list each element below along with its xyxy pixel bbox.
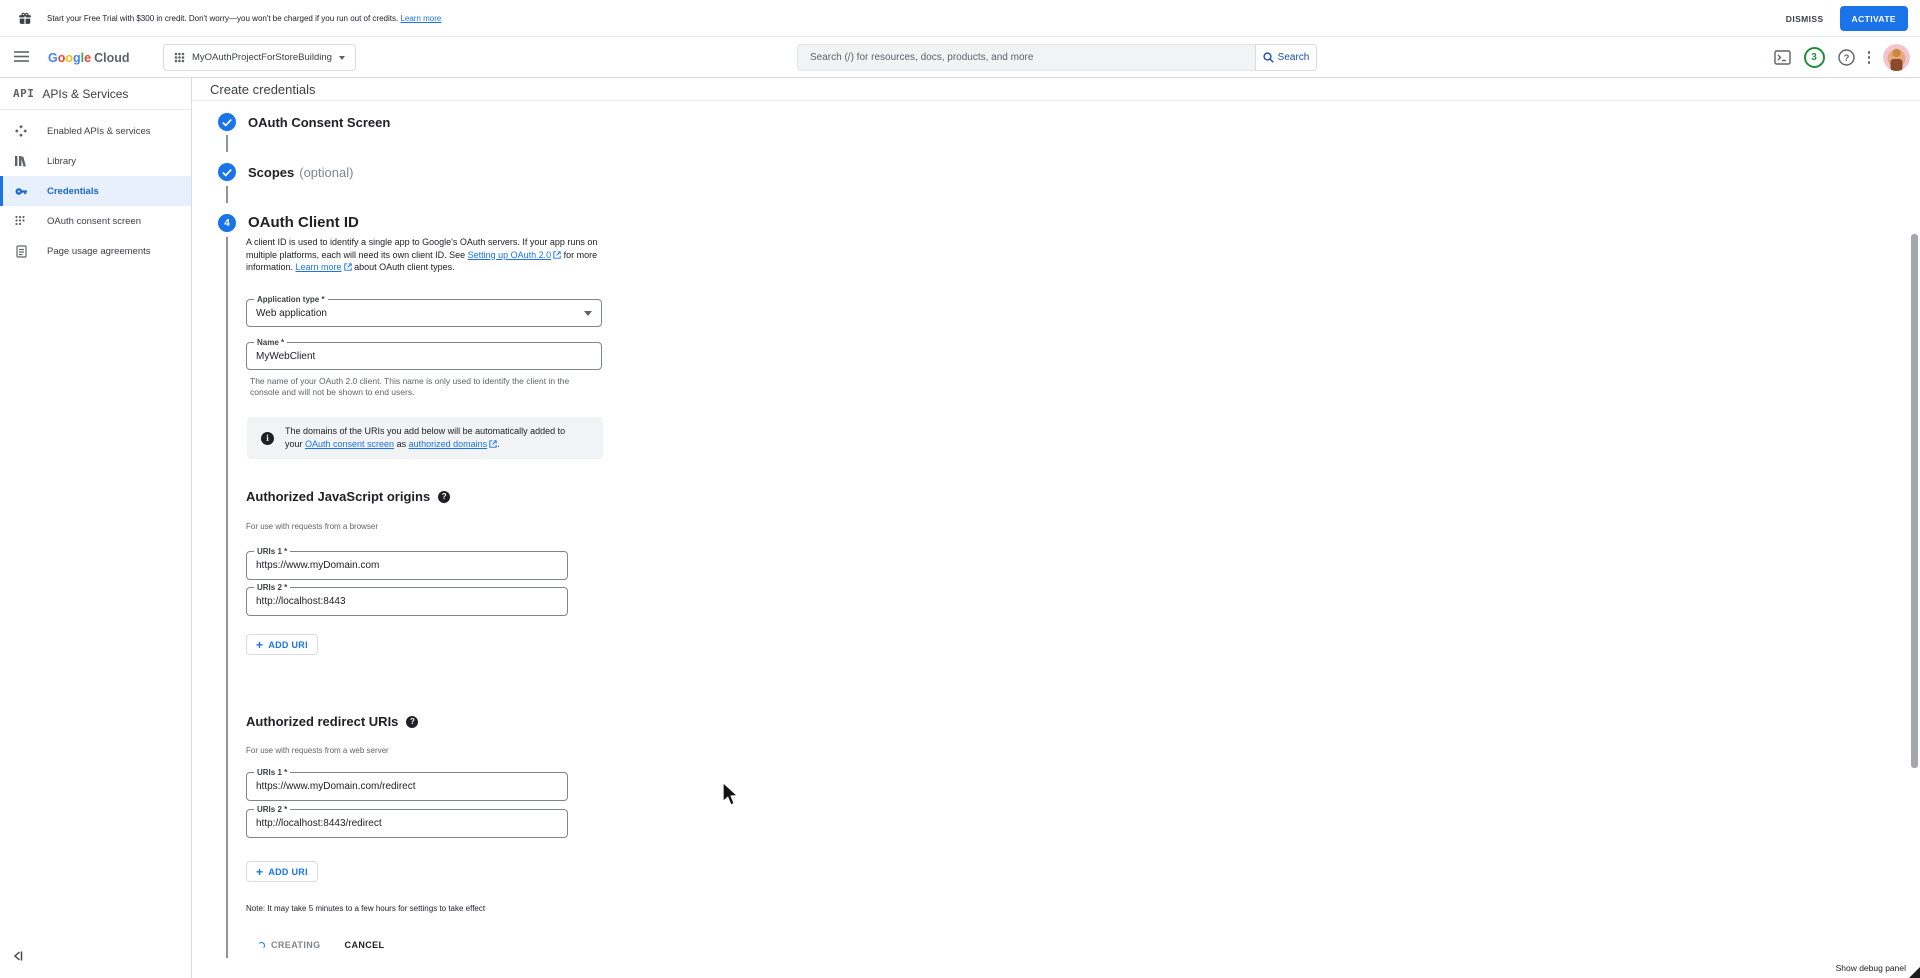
help-button[interactable] bbox=[1838, 49, 1855, 66]
kebab-icon bbox=[1868, 51, 1871, 54]
notifications-badge[interactable] bbox=[1804, 47, 1825, 68]
step-number-icon: 4 bbox=[218, 214, 236, 232]
redirect-uri-2-input[interactable] bbox=[247, 810, 567, 837]
sidebar-item-credentials[interactable] bbox=[0, 176, 191, 206]
learn-more-link[interactable]: Learn more bbox=[295, 262, 342, 272]
add-js-origin-uri-button[interactable]: + ADD URI bbox=[246, 634, 318, 655]
application-type-value: Web application bbox=[256, 307, 327, 319]
loading-spinner-icon bbox=[258, 942, 265, 949]
js-origin-uri-2-input[interactable] bbox=[247, 588, 567, 615]
uri-label: URIs 2 * bbox=[254, 583, 290, 592]
help-icon bbox=[1838, 49, 1855, 66]
search-input[interactable] bbox=[797, 44, 1255, 71]
search-icon bbox=[1263, 52, 1274, 63]
oauth-consent-screen-link[interactable]: OAuth consent screen bbox=[305, 439, 395, 449]
creating-button[interactable]: CREATING bbox=[271, 940, 321, 950]
app-header bbox=[0, 37, 1920, 78]
cloud-shell-button[interactable] bbox=[1774, 50, 1791, 65]
sidebar-item-label: Page usage agreements bbox=[47, 245, 151, 257]
step-connector-long bbox=[226, 237, 228, 958]
external-link-icon bbox=[553, 251, 561, 259]
show-debug-panel[interactable]: Show debug panel bbox=[1835, 963, 1906, 973]
hamburger-icon bbox=[14, 51, 29, 62]
authorized-domains-link[interactable]: authorized domains bbox=[408, 439, 488, 449]
application-type-label: Application type * bbox=[254, 295, 328, 304]
sidebar-item-page-usage[interactable] bbox=[0, 236, 191, 266]
activate-button[interactable]: ACTIVATE bbox=[1840, 6, 1908, 31]
application-type-select[interactable] bbox=[246, 295, 602, 327]
google-cloud-logo[interactable]: G o o g l e Cloud bbox=[48, 50, 130, 65]
client-name-helper: The name of your OAuth 2.0 client. This name is only used to identify the client in the console and will not be shown to end users. bbox=[250, 376, 570, 397]
uri-label: URIs 1 * bbox=[254, 547, 290, 556]
api-product-logo: API bbox=[13, 87, 35, 100]
uri-label: URIs 2 * bbox=[254, 805, 290, 814]
js-origin-uri-1-field bbox=[246, 547, 568, 580]
menu-button[interactable] bbox=[14, 50, 29, 65]
collapse-icon bbox=[10, 949, 24, 963]
step-oauth-client-id: OAuth Client ID bbox=[248, 214, 359, 231]
step-scopes[interactable]: Scopes (optional) bbox=[248, 165, 354, 180]
form-actions bbox=[246, 936, 384, 954]
terminal-icon bbox=[1774, 50, 1791, 65]
consent-screen-icon bbox=[14, 215, 28, 227]
avatar[interactable] bbox=[1883, 44, 1910, 71]
client-name-field bbox=[246, 338, 602, 370]
banner-message: Start your Free Trial with $300 in credit. Don't worry—you won't be charged if you run out of credits. Learn more bbox=[47, 13, 442, 23]
settings-note: Note: It may take 5 minutes to a few hours for settings to take effect bbox=[246, 904, 486, 913]
step-complete-icon bbox=[218, 113, 236, 131]
sidebar-item-enabled-apis[interactable] bbox=[0, 116, 191, 146]
product-title: APIs & Services bbox=[42, 86, 129, 101]
help-tooltip-icon[interactable]: ? bbox=[438, 491, 450, 503]
sidebar-item-oauth-consent[interactable] bbox=[0, 206, 191, 236]
redirect-uri-1-input[interactable] bbox=[247, 773, 567, 800]
step-connector bbox=[226, 186, 228, 203]
sidebar-item-label: Enabled APIs & services bbox=[47, 125, 151, 137]
client-name-label: Name * bbox=[254, 338, 287, 347]
sidebar bbox=[0, 78, 192, 978]
library-icon bbox=[14, 155, 28, 167]
project-icon bbox=[174, 52, 185, 63]
js-origins-heading: Authorized JavaScript origins ? bbox=[246, 489, 450, 504]
step-connector bbox=[226, 135, 228, 152]
key-icon bbox=[14, 185, 28, 198]
uri-label: URIs 1 * bbox=[254, 768, 290, 777]
corner-resize-icon bbox=[1909, 967, 1920, 978]
dismiss-button[interactable]: DISMISS bbox=[1785, 13, 1824, 24]
chevron-down-icon bbox=[339, 56, 345, 60]
add-redirect-uri-button[interactable]: + ADD URI bbox=[246, 861, 318, 882]
free-trial-banner bbox=[0, 0, 1920, 37]
collapse-panel-button[interactable] bbox=[10, 949, 24, 966]
external-link-icon bbox=[489, 440, 497, 448]
js-origins-subtitle: For use with requests from a browser bbox=[246, 522, 379, 531]
setting-up-oauth-link[interactable]: Setting up OAuth 2.0 bbox=[467, 249, 552, 260]
sidebar-item-label: Library bbox=[47, 155, 77, 167]
scrollbar-thumb[interactable] bbox=[1911, 234, 1918, 768]
sidebar-item-library[interactable] bbox=[0, 146, 191, 176]
project-name: MyOAuthProjectForStoreBuilding bbox=[192, 52, 332, 63]
sidebar-item-label: Credentials bbox=[47, 185, 99, 197]
info-box bbox=[247, 417, 603, 459]
main-content bbox=[192, 78, 1920, 978]
redirect-uris-subtitle: For use with requests from a web server bbox=[246, 746, 389, 755]
js-origin-uri-1-input[interactable] bbox=[247, 552, 567, 579]
optional-label: (optional) bbox=[299, 165, 354, 180]
oauth-client-description: A client ID is used to identify a single app to Google's OAuth servers. If your app runs on multiple platforms, each will need its own client ID. See Setting up OAuth 2.0 for more information. Learn more about OAuth client types. bbox=[246, 237, 598, 272]
cancel-button[interactable]: CANCEL bbox=[344, 940, 385, 950]
help-tooltip-icon[interactable]: ? bbox=[406, 716, 418, 728]
project-selector[interactable] bbox=[163, 44, 356, 71]
step-oauth-consent-screen[interactable]: OAuth Consent Screen bbox=[248, 115, 391, 130]
sidebar-item-label: OAuth consent screen bbox=[47, 215, 141, 227]
document-icon bbox=[14, 245, 28, 258]
client-name-input[interactable] bbox=[247, 343, 601, 369]
dashboard-icon bbox=[14, 125, 28, 137]
notification-count: 3 bbox=[1804, 47, 1825, 68]
learn-more-link[interactable]: Learn more bbox=[400, 13, 442, 23]
search-button[interactable]: Search bbox=[1255, 44, 1317, 71]
js-origin-uri-2-field bbox=[246, 583, 568, 616]
dropdown-arrow-icon bbox=[584, 311, 592, 316]
info-icon: i bbox=[261, 432, 274, 445]
plus-icon: + bbox=[256, 637, 264, 652]
redirect-uris-heading: Authorized redirect URIs ? bbox=[246, 714, 418, 729]
external-link-icon bbox=[344, 263, 352, 271]
plus-icon: + bbox=[256, 864, 264, 879]
step-complete-icon bbox=[218, 163, 236, 181]
gift-icon bbox=[18, 11, 32, 25]
page-title: Create credentials bbox=[192, 78, 1920, 101]
svg-text:?: ? bbox=[1843, 53, 1849, 64]
info-text: The domains of the URIs you add below will be automatically added to your OAuth consent screen as authorized domains . bbox=[285, 426, 566, 449]
more-options-button[interactable] bbox=[1868, 51, 1871, 64]
redirect-uri-2-field bbox=[246, 805, 568, 838]
redirect-uri-1-field bbox=[246, 768, 568, 801]
